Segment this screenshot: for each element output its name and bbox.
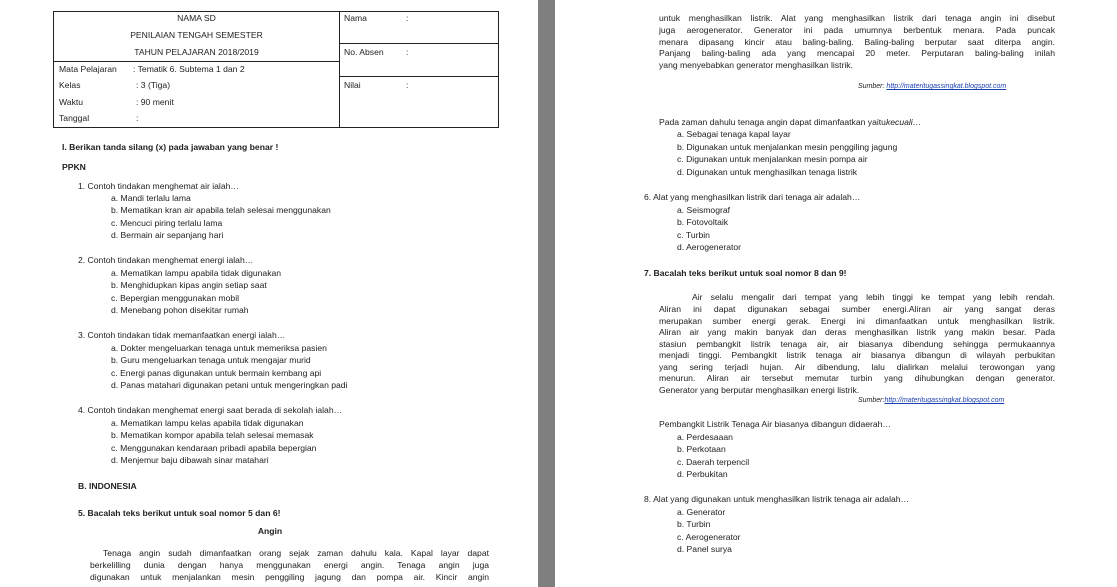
source-link[interactable]: http://materitugassingkat.blogspot.com bbox=[886, 83, 1007, 90]
header-label-name: Nama bbox=[344, 13, 367, 23]
question-2: 2. Contoh tindakan menghemat energi ialah… bbox=[78, 255, 254, 265]
paragraph-line: menara dipasang kincir atau baling-baling. Baling-baling berputar saat diterpa angin. bbox=[659, 37, 1055, 47]
option: b. Mematikan kran air apabila telah selesai menggunakan bbox=[111, 205, 331, 215]
question-7: 7. Bacalah teks berikut untuk soal nomor 8 dan 9! bbox=[644, 268, 847, 278]
paragraph-line: Aliran ini dapat digunakan sebagai sumber energi.Aliran air yang sangat deras bbox=[659, 304, 1055, 314]
header-label-date: Tanggal bbox=[59, 113, 90, 123]
option: b. Turbin bbox=[677, 519, 711, 529]
option: d. Panas matahari digunakan petani untuk mengeringkan padi bbox=[111, 380, 348, 390]
text-title: Angin bbox=[257, 526, 283, 536]
option: b. Perkotaan bbox=[677, 444, 726, 454]
paragraph-line: yang sering terjadi hujan. Air dibendung, lalu dialirkan melalui terowongan yang bbox=[659, 362, 1055, 372]
paragraph-line: Generator yang berputar menghasilkan energi listrik. bbox=[659, 385, 860, 395]
question-3: 3. Contoh tindakan tidak memanfaatkan energi ialah… bbox=[78, 330, 286, 340]
section-indonesia: B. INDONESIA bbox=[78, 481, 137, 491]
document-page-right bbox=[555, 0, 1117, 587]
option: d. Digunakan untuk menghasilkan tenaga listrik bbox=[677, 167, 858, 177]
option: c. Mencuci piring terlalu lama bbox=[111, 218, 223, 228]
instruction: I. Berikan tanda silang (x) pada jawaban yang benar ! bbox=[62, 142, 279, 152]
header-colon-score: : bbox=[406, 80, 409, 90]
header-colon-name: : bbox=[406, 13, 409, 23]
paragraph-line: menjadi tinggi. Pembangkit listrik tenaga air biasanya dibangun di wilayah perbukitan bbox=[659, 350, 1055, 360]
header-row-line bbox=[339, 43, 499, 44]
question-text: Pada zaman dahulu tenaga angin dapat dimanfaatkan yaitu bbox=[659, 117, 886, 127]
option: a. Mematikan lampu kelas apabila tidak digunakan bbox=[111, 418, 304, 428]
question-5: 5. Bacalah teks berikut untuk soal nomor 5 dan 6! bbox=[78, 508, 281, 518]
paragraph-line: stasiun pembangkit listrik tenaga air, air biasanya dibendung sehingga permukaannya bbox=[659, 339, 1055, 349]
question-8: 8. Alat yang digunakan untuk menghasilkan listrik tenaga air adalah… bbox=[644, 494, 910, 504]
option: b. Guru mengeluarkan tenaga untuk mengajar murid bbox=[111, 355, 311, 365]
header-value-time: : 90 menit bbox=[136, 97, 174, 107]
header-label-absen: No. Absen bbox=[344, 47, 384, 57]
source-label: Sumber: bbox=[858, 83, 885, 90]
option: a. Seismograf bbox=[677, 205, 731, 215]
option: c. Turbin bbox=[677, 230, 710, 240]
option: d. Aerogenerator bbox=[677, 242, 742, 252]
source-label: Sumber: bbox=[858, 397, 885, 404]
paragraph-line: untuk menghasilkan listrik. Alat yang menghasilkan listrik dari tenaga angin ini disebut bbox=[659, 13, 1055, 23]
paragraph-line: Panjang baling-baling ada yang mencapai 20 meter. Perputaran baling-baling inilah bbox=[659, 48, 1055, 58]
question-emphasis: kecuali… bbox=[885, 117, 922, 127]
option: a. Generator bbox=[677, 507, 726, 517]
source-link[interactable]: http://materitugassingkat.blogspot.com bbox=[884, 397, 1005, 404]
paragraph-line: digunakan untuk menjalankan mesin penggiling jagung dan pompa air. Kincir angin bbox=[90, 572, 489, 582]
question-plta: Pembangkit Listrik Tenaga Air biasanya dibangun didaerah… bbox=[659, 419, 892, 429]
option: c. Menggunakan kendaraan pribadi apabila bepergian bbox=[111, 443, 317, 453]
option: a. Dokter mengeluarkan tenaga untuk memeriksa pasien bbox=[111, 343, 327, 353]
school-year: TAHUN PELAJARAN 2018/2019 bbox=[134, 47, 259, 57]
option: c. Aerogenerator bbox=[677, 532, 741, 542]
document-page-left bbox=[0, 0, 538, 587]
option: a. Mematikan lampu apabila tidak digunakan bbox=[111, 268, 282, 278]
question-4: 4. Contoh tindakan menghemat energi saat berada di sekolah ialah… bbox=[78, 405, 343, 415]
option: a. Mandi terlalu lama bbox=[111, 193, 191, 203]
paragraph-line: Tenaga angin sudah dimanfaatkan orang sejak zaman dahulu kala. Kapal layar dapat bbox=[103, 548, 489, 558]
paragraph-line: yang menyebabkan generator menghasilkan listrik. bbox=[659, 60, 853, 70]
question-1: 1. Contoh tindakan menghemat air ialah… bbox=[78, 181, 239, 191]
question-6: 6. Alat yang menghasilkan listrik dari tenaga air adalah… bbox=[644, 192, 861, 202]
option: c. Energi panas digunakan untuk bermain kembang api bbox=[111, 368, 322, 378]
paragraph-line: menurun. Aliran air tersebut memutar turbin yang dihubungkan dengan generator. bbox=[659, 373, 1055, 383]
header-label-time: Waktu bbox=[59, 97, 84, 107]
option: d. Panel surya bbox=[677, 544, 732, 554]
header-value-class: : 3 (Tiga) bbox=[136, 80, 171, 90]
paragraph-line: berkelilling dunia dengan hanya menggunakan energi angin. Tenaga angin juga bbox=[90, 560, 489, 570]
option: a. Sebagai tenaga kapal layar bbox=[677, 129, 791, 139]
paragraph-line: juga aerogenerator. Generator ini pada umumnya berbentuk menara. Pada puncak bbox=[659, 25, 1055, 35]
option: c. Daerah terpencil bbox=[677, 457, 750, 467]
header-row-line bbox=[339, 76, 499, 77]
option: c. Bepergian menggunakan mobil bbox=[111, 293, 240, 303]
header-table bbox=[53, 11, 499, 128]
option: d. Perbukitan bbox=[677, 469, 728, 479]
source-citation bbox=[858, 81, 1006, 92]
header-label-score: Nilai bbox=[344, 80, 361, 90]
header-label-class: Kelas bbox=[59, 80, 81, 90]
header-divider bbox=[339, 11, 340, 128]
paragraph-line: Aliran air yang makin banyak dan deras menghasilkan listrik yang makin besar. Pada bbox=[659, 327, 1055, 337]
option: a. Perdesaaan bbox=[677, 432, 733, 442]
exam-title: PENILAIAN TENGAH SEMESTER bbox=[130, 30, 263, 40]
paragraph-line: merupakan sumber energi gerak. Energi ini dimanfaatkan untuk menghasilkan listrik. bbox=[659, 316, 1055, 326]
header-label-subject: Mata Pelajaran bbox=[59, 64, 117, 74]
option: b. Fotovoltaik bbox=[677, 217, 729, 227]
option: c. Digunakan untuk menjalankan mesin pompa air bbox=[677, 154, 868, 164]
option: d. Menjemur baju dibawah sinar matahari bbox=[111, 455, 269, 465]
paragraph-line: Air selalu mengalir dari tempat yang lebih tinggi ke tempat yang lebih rendah. bbox=[692, 292, 1055, 302]
option: b. Menghidupkan kipas angin setiap saat bbox=[111, 280, 267, 290]
school-name: NAMA SD bbox=[177, 13, 216, 23]
option: d. Bermain air sepanjang hari bbox=[111, 230, 224, 240]
section-ppkn: PPKN bbox=[62, 162, 86, 172]
source-citation bbox=[858, 395, 1004, 406]
header-colon-absen: : bbox=[406, 47, 409, 57]
question-unnumbered bbox=[659, 117, 921, 128]
option: b. Mematikan kompor apabila telah selesai memasak bbox=[111, 430, 314, 440]
option: b. Digunakan untuk menjalankan mesin penggiling jagung bbox=[677, 142, 898, 152]
header-value-subject: : Tematik 6. Subtema 1 dan 2 bbox=[133, 64, 245, 74]
header-row-line bbox=[53, 61, 340, 62]
header-value-date: : bbox=[136, 113, 139, 123]
option: d. Menebang pohon disekitar rumah bbox=[111, 305, 249, 315]
